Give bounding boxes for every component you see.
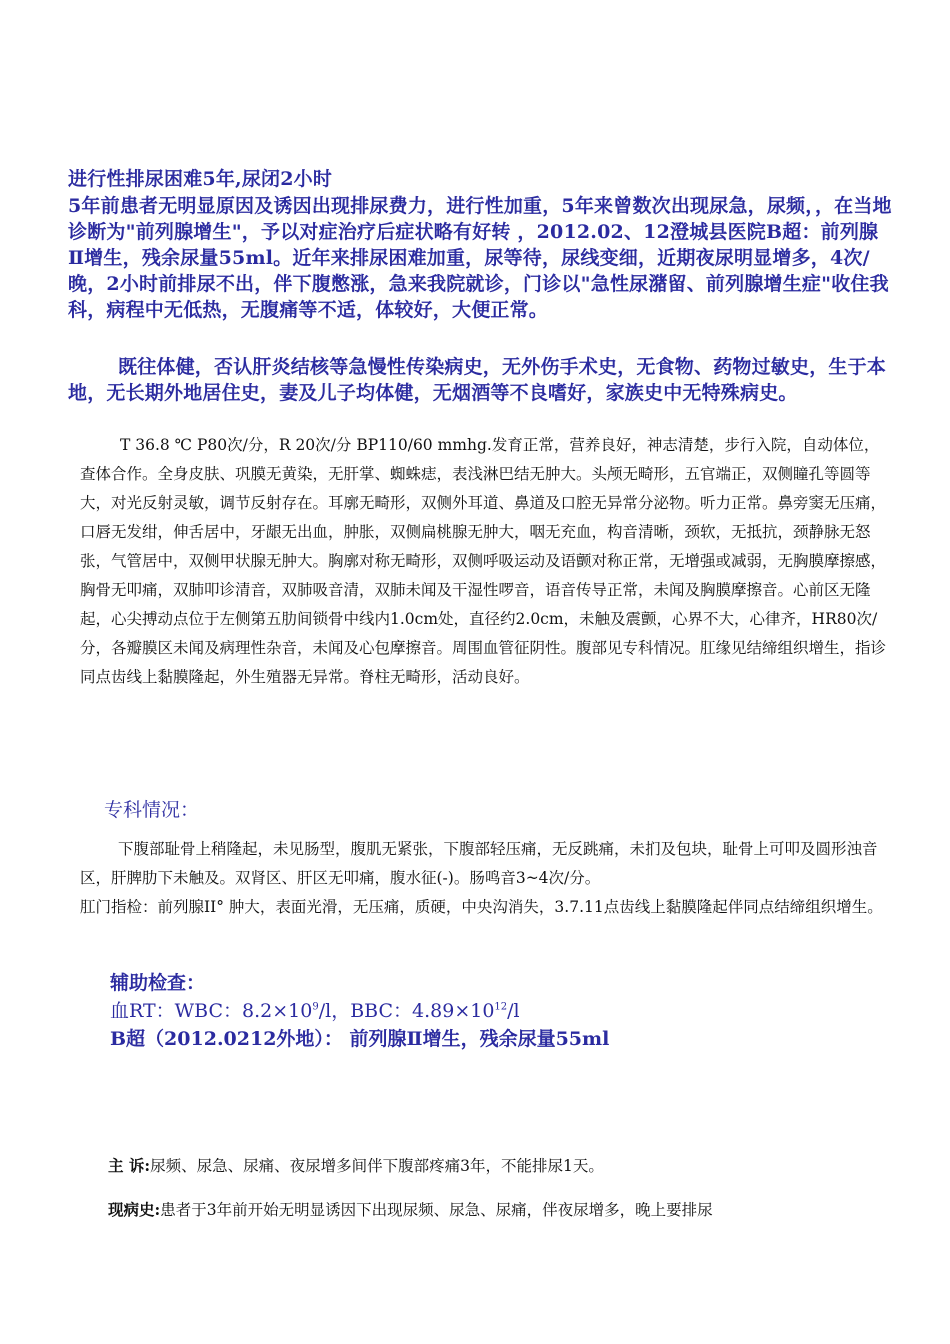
bbc-exponent: 12 (494, 1001, 508, 1013)
present-illness-text: 患者于3年前开始无明显诱因下出现尿频、尿急、尿痛，伴夜尿增多，晚上要排尿 (160, 1201, 713, 1219)
specialty-section-title: 专科情况： (104, 799, 200, 821)
blood-suffix: /l (507, 1000, 520, 1022)
specialty-section (80, 835, 892, 922)
history-of-present-illness: 5年前患者无明显原因及诱因出现排尿费力，进行性加重，5年来曾数次出现尿急，尿频，，在当地诊断为"前列腺增生"，予以对症治疗后症状略有好转 ，2012.02、12澄城县医院B超：前列腺Ⅱ增生，残余尿量55ml。近年来排尿困难加重，尿等待，尿线变细，近期夜尿明显增多，4次/晚，2小时前排尿不出，伴下腹憋涨，急来我院就诊，门诊以"急性尿潴留、前列腺增生症"收住我科，病程中无低热，无腹痛等不适，体较好，大便正常。 (68, 195, 892, 321)
blood-mid: /l，BBC：4.89×10 (318, 1000, 495, 1022)
chief-complaint-row (108, 1154, 898, 1178)
chief-complaint-line: 进行性排尿困难5年,尿闭2小时 (68, 168, 333, 190)
ultrasound-result: B超（2012.0212外地）： 前列腺Ⅱ增生，残余尿量55ml (110, 1028, 610, 1050)
auxiliary-exam-title: 辅助检查： (110, 972, 206, 994)
blood-routine-result (110, 998, 520, 1024)
specialty-abdomen-text: 下腹部耻骨上稍隆起，未见肠型，腹肌无紧张，下腹部轻压痛，无反跳痛，未扪及包块，耻骨上可叩及圆形浊音区，肝脾肋下未触及。双肾区、肝区无叩痛，腹水征(-)。肠鸣音3~4次/分。 (80, 840, 878, 887)
specialty-rectal-exam-text: 肛门指检：前列腺II° 肿大，表面光滑，无压痛，质硬，中央沟消失，3.7.11点齿线上黏膜隆起伴同点结缔组织增生。 (80, 898, 883, 916)
complaint-text: 尿频、尿急、尿痛、夜尿增多间伴下腹部疼痛3年，不能排尿1天。 (150, 1157, 604, 1175)
complaint-label: 主 诉: (108, 1156, 151, 1175)
wbc-exponent: 9 (312, 1001, 319, 1013)
past-history: 既往体健，否认肝炎结核等急慢性传染病史，无外伤手术史，无食物、药物过敏史，生于本地，无长期外地居住史，妻及儿子均体健，无烟酒等不良嗜好，家族史中无特殊病史。 (68, 356, 887, 404)
physical-examination: T 36.8 ℃ P80次/分，R 20次/分 BP110/60 mmhg.发育正常，营养良好，神志清楚，步行入院，自动体位，查体合作。全身皮肤、巩膜无黄染，无肝掌、蜘蛛痣，表浅淋巴结无肿大。头颅无畸形，五官端正，双侧瞳孔等圆等大，对光反射灵敏，调节反射存在。耳廓无畸形，双侧外耳道、鼻道及口腔无异常分泌物。听力正常。鼻旁窦无压痛，口唇无发绀，伸舌居中，牙龈无出血，肿胀，双侧扁桃腺无肿大，咽无充血，构音清晰，颈软，无抵抗，颈静脉无怒张，气管居中，双侧甲状腺无肿大。胸廓对称无畸形，双侧呼吸运动及语颤对称正常，无增强或减弱，无胸膜摩擦感，胸骨无叩痛，双肺叩诊清音，双肺吸音清，双肺未闻及干湿性啰音，语音传导正常，未闻及胸膜摩擦音。心前区无隆起，心尖搏动点位于左侧第五肋间锁骨中线内1.0cm处，直径约2.0cm，未触及震颤，心界不大，心律齐，HR80次/分，各瓣膜区未闻及病理性杂音，未闻及心包摩擦音。周围血管征阴性。腹部见专科情况。肛缘见结缔组织增生，指诊同点齿线上黏膜隆起，外生殖器无异常。脊柱无畸形，活动良好。 (80, 436, 887, 686)
present-illness-label: 现病史: (108, 1200, 161, 1219)
present-illness-row (108, 1198, 898, 1222)
blood-prefix: 血RT：WBC：8.2×10 (110, 1000, 313, 1022)
